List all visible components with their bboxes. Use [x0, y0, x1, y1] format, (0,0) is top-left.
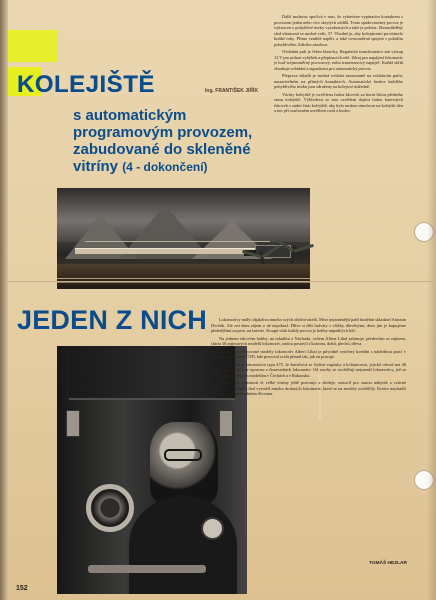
top-paragraph: Přeprava skladů je možná ovládat samostatně na ovládacím pultu, nastavitelném na přímých kontaktech. Automatické funkce každého pohyblivého úseku jsou sdruženy na kolejové ústředně. — [274, 73, 403, 89]
page-number: 152 — [16, 585, 28, 592]
valve-icon — [66, 410, 80, 437]
photo-ground — [57, 264, 310, 289]
bottom-paragraph: Na jednom takovém hobby, na mladiku z Náchoda, ovšem Albert Libal zahrnuje, především se zájmem, sbírat 30 zajímavých modelů lokomotiv, oudou postavil z kartonu, drátů, plechů, dřeva. — [211, 335, 406, 346]
top-article-title-block — [17, 16, 275, 175]
railway-tracks — [57, 278, 310, 279]
bottom-paragraph: Protože při vlastnosti té velké vitríny ještě pozoruje a sledeje, sestavil pro starou nábytek a vzácné lokomotivy. Albert Libal vytvořil mnoho drobných lokomotiv, které se na modely osvědčily. Krátce nejdražší lokomotiva v náchodském Slovanu. — [211, 380, 406, 396]
continuation-note: (4 - dokončení) — [122, 160, 208, 174]
bottom-article-headline: JEDEN Z NICH — [17, 305, 207, 335]
left-scan-shadow — [0, 0, 8, 600]
top-paragraph: Ovládání pult je řešen klasicky. Regulační transformátor má výstup 12 V pro pohon vyhýbek a přepínacích relé. Zdroj pro napájení lokomotiv je buď stejnosměrný provozový, nebo tranzistorový napáječ. Každá skříň obsahuje ovládání a signalizaci pro automatický provoz. — [274, 49, 403, 71]
section-divider — [8, 281, 436, 282]
right-page-shadow — [427, 0, 436, 600]
top-paragraph: Další možnost spočívá v tom, že vybavíme vypínacím kontaktem s provozem jeden nebo více skrytých oddílů. Tento spádovnoemý provoz je vyknocen o pohyblivé úseky vyzobraných a také je poloha. Zhromážděný sled vlastností se možné volit, 37. Vhodné je, aby kolejnicemi procházelo krátké toky. Přímo vzniklé napětí, a také rovnoměrná spojení s pořadím pohyblivého, řídícího zásobou. — [274, 14, 403, 47]
control-lever-icon — [88, 565, 206, 573]
top-article-author: Ing. FRANTIŠEK JIŘÍK — [205, 88, 259, 94]
bottom-paragraph: To poslední je lokomotiva typu 475. Je šumičová se čtyřmi vagónky a kolejnicemi, jejichž obvod má 40 metrů. Konstrukce je opravou z dosavadních lokomotiv. Od stavby se osvědčují nejmenší lokomotivy, jež se podobají jednotlivým modelům v Čechách a v Rakousku. — [211, 361, 406, 378]
man-face — [150, 422, 218, 504]
bottom-article-text-column — [211, 317, 406, 577]
bottom-paragraph: Ohnuté a rozvrhované modely lokomotiv Albert Libal je původně vyučený koedím s následnou prací v lokomotivním depu ČSD, kde pracoval zcela přesně tak, jak on pracuje. — [211, 348, 406, 359]
top-article-subtitle — [73, 107, 283, 176]
bottom-article-author: TOMÁŠ HEZLAR — [368, 561, 407, 566]
bottom-paragraph: Lokomotivy málý odjakživa mnoho svých obdivovatelů. Mezi nejznámější patří hudební skladatel Antonín Dvořák. Ale zní dnes zájem o ně nepohasl. Dříve si děti hrávaly s vláčky dřevěnými, dnes jim je kupujeme plněnějšími na pero, na baterie. Koupit však každý provoz je hobby nápaditých lidí. — [211, 317, 406, 333]
subtitle-text: s automatickým programovým provozem, zabudované do skleněné vitríny — [73, 107, 253, 175]
top-article-headline: KOLEJIŠTĚ — [17, 71, 155, 98]
control-wheel-icon — [86, 484, 134, 532]
glasses-icon — [164, 449, 202, 461]
photo-caption: Obrázek: kostelík kolejiště — [317, 373, 322, 420]
top-paragraph: Vitríny kolejiště je osvětlena řadou žárovek za horní lištou předního rámu kolejiště. Výhledová se tato osvětlení doplní řadou barevných žárovek v zadní části kolejiště, aby bylo možno simulovat na kolejišti den a noc při současném osvětlení vozů a budov. — [274, 91, 403, 113]
